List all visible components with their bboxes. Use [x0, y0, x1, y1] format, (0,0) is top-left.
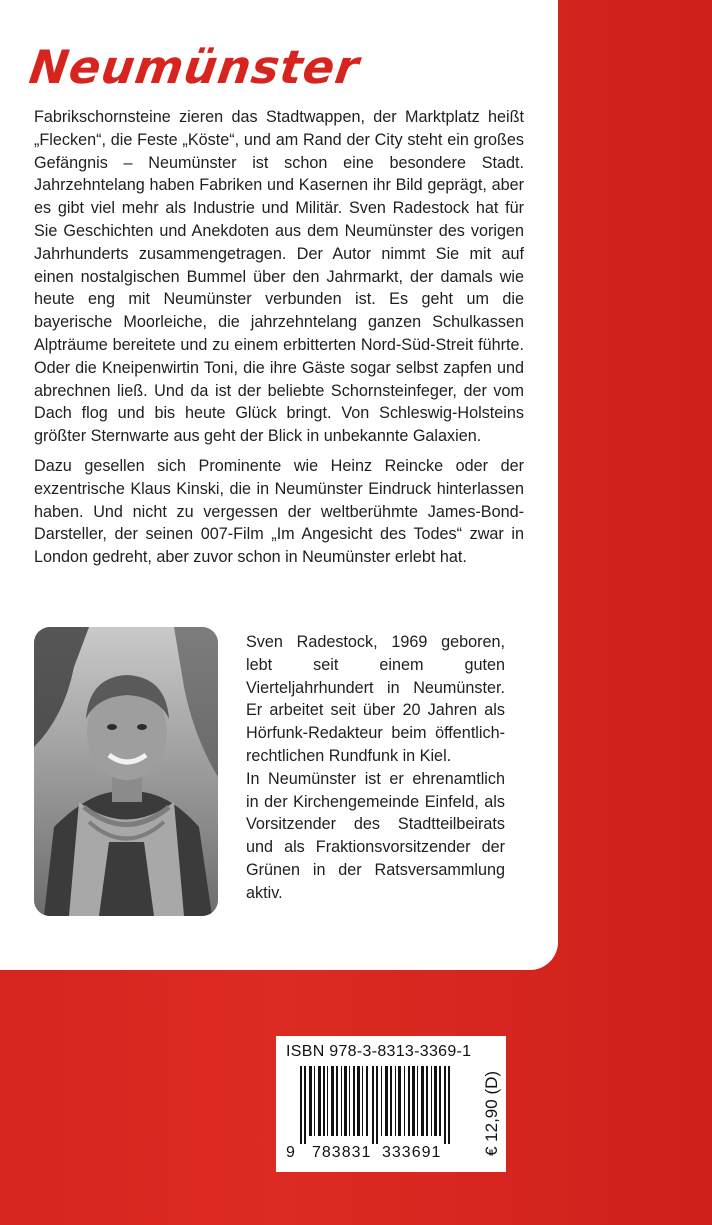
description-paragraph-1: Fabrikschornsteine zieren das Stadtwappen, der Marktplatz heißt „Flecken“, die Feste „Köste“, und am Rand der City steht ein großes Gefängnis – Neumünster ist schon eine besondere Stadt. Jahrzehntelang haben Fabriken und Kasernen ihr Bild geprägt, aber es gibt viel mehr als Industrie und Militär. Sven Radestock hat für Sie Geschichten und Anekdoten aus dem Neumünster des vorigen Jahrhunderts zusammengetragen. Der Autor nimmt Sie mit auf einen nostalgischen Bummel über den Jahrmarkt, der damals wie heute eng mit Neumünster verbunden ist. Es geht um die bayerische Moorleiche, die jahrzehntelang ganzen Schulkassen Alpträume bereitete und zu einem erbitterten Nord-Süd-Streit führte. Oder die Kneipenwirtin Toni, die ihre Gäste sogar selbst zapfen und abrechnen ließ. Und da ist der beliebte Schornsteinfeger, der vom Dach flog und bis heute Glück bringt. Von Schleswig-Holsteins größter Sternwarte aus geht der Blick in unbekannte Galaxien. — [34, 108, 524, 446]
isbn-barcode-label — [276, 1036, 506, 1172]
author-bio — [246, 631, 505, 905]
author-photo — [34, 627, 218, 916]
author-bio-paragraph-2: In Neumünster ist er ehrenamtlich in der Kirchengemeinde Einfeld, als Vorsitzender des Stadtteilbeirats und als Fraktionsvorsitzender der Grünen in der Ratsversammlung aktiv. — [246, 769, 505, 902]
author-bio-paragraph-1: Sven Radestock, 1969 geboren, lebt seit einem guten Vierteljahrhundert in Neumünster. Er arbeitet seit über 20 Jahren als Hörfunk-Redakteur beim öffentlich-rechtlichen Rundfunk in Kiel. — [246, 633, 505, 765]
barcode-digits-right: 333691 — [382, 1144, 442, 1161]
barcode-icon — [300, 1066, 460, 1144]
barcode-digits-left: 783831 — [312, 1144, 372, 1161]
description-paragraph-2: Dazu gesellen sich Prominente wie Heinz Reincke oder der exzentrische Klaus Kinski, die in Neumünster Eindruck hinterlassen haben. Und nicht zu vergessen der weltberühmte James-Bond-Darsteller, der seinen 007-Film „Im Angesicht des Todes“ zwar in London gedreht, aber zuvor schon in Neumünster erlebt hat. — [34, 457, 524, 567]
price-label: € 12,90 (D) — [482, 1070, 501, 1156]
isbn-number: ISBN 978-3-8313-3369-1 — [286, 1043, 472, 1060]
barcode-digit-first: 9 — [286, 1144, 295, 1161]
book-title: Neumünster — [26, 40, 363, 94]
